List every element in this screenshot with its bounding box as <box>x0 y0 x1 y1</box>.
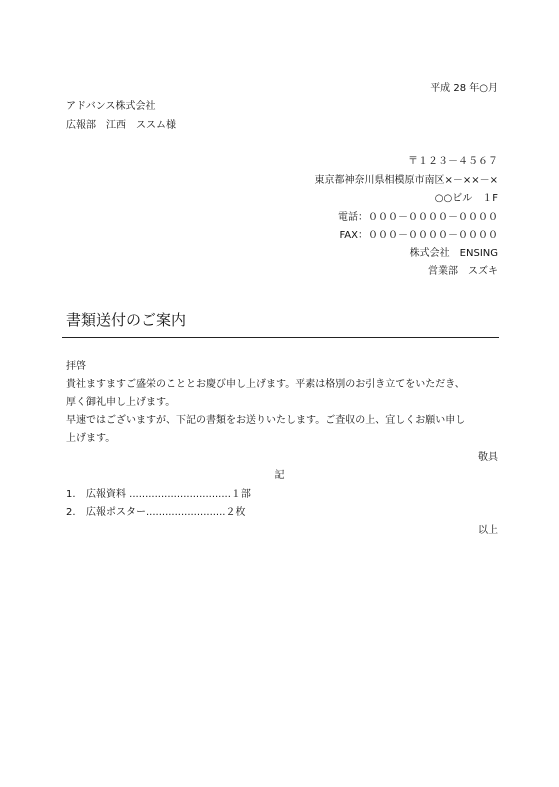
letter-date: 平成 28 年○月 <box>430 83 498 94</box>
sender-postal-code: 〒１２３－４５６７ <box>408 156 498 167</box>
letter-title: 書類送付のご案内 <box>66 311 187 329</box>
sender-tel: 電話：０００－００００－００００ <box>338 212 498 223</box>
enclosure-item-text: 広報ポスター.........................２枚 <box>86 507 246 518</box>
enclosure-item-number: 1. <box>66 489 76 500</box>
body-paragraph-2-line-2: 上げます。 <box>66 433 116 444</box>
ki-heading: 記 <box>274 470 285 481</box>
sender-address: 東京都神奈川県相模原市南区×－××－× <box>314 175 498 186</box>
enclosure-item-number: 2. <box>66 507 76 518</box>
sender-building: ○○ビル １F <box>434 193 498 204</box>
enclosure-item-text: 広報資料 ................................１部 <box>86 489 251 500</box>
opening-salutation: 拝啓 <box>66 361 86 372</box>
sender-fax: FAX：０００－００００－００００ <box>339 230 498 241</box>
sender-company: 株式会社 ENSING <box>409 248 498 259</box>
title-underline <box>62 337 499 338</box>
closing-salutation: 敬具 <box>478 452 498 463</box>
body-paragraph-1-line-2: 厚く御礼申し上げます。 <box>66 397 176 408</box>
enclosure-item <box>66 507 245 519</box>
recipient-person: 広報部 江西 ススム様 <box>66 120 176 131</box>
body-paragraph-2-line-1: 早速ではございますが、下記の書類をお送りいたします。ご査収の上、宜しくお願い申し <box>66 415 466 426</box>
recipient-company: アドバンス株式会社 <box>66 101 156 112</box>
enclosure-item <box>66 489 251 501</box>
sender-person: 営業部 スズキ <box>428 266 498 277</box>
end-mark: 以上 <box>478 525 498 536</box>
body-paragraph-1-line-1: 貴社ますますご盛栄のこととお慶び申し上げます。平素は格別のお引き立てをいただき、 <box>66 379 465 390</box>
